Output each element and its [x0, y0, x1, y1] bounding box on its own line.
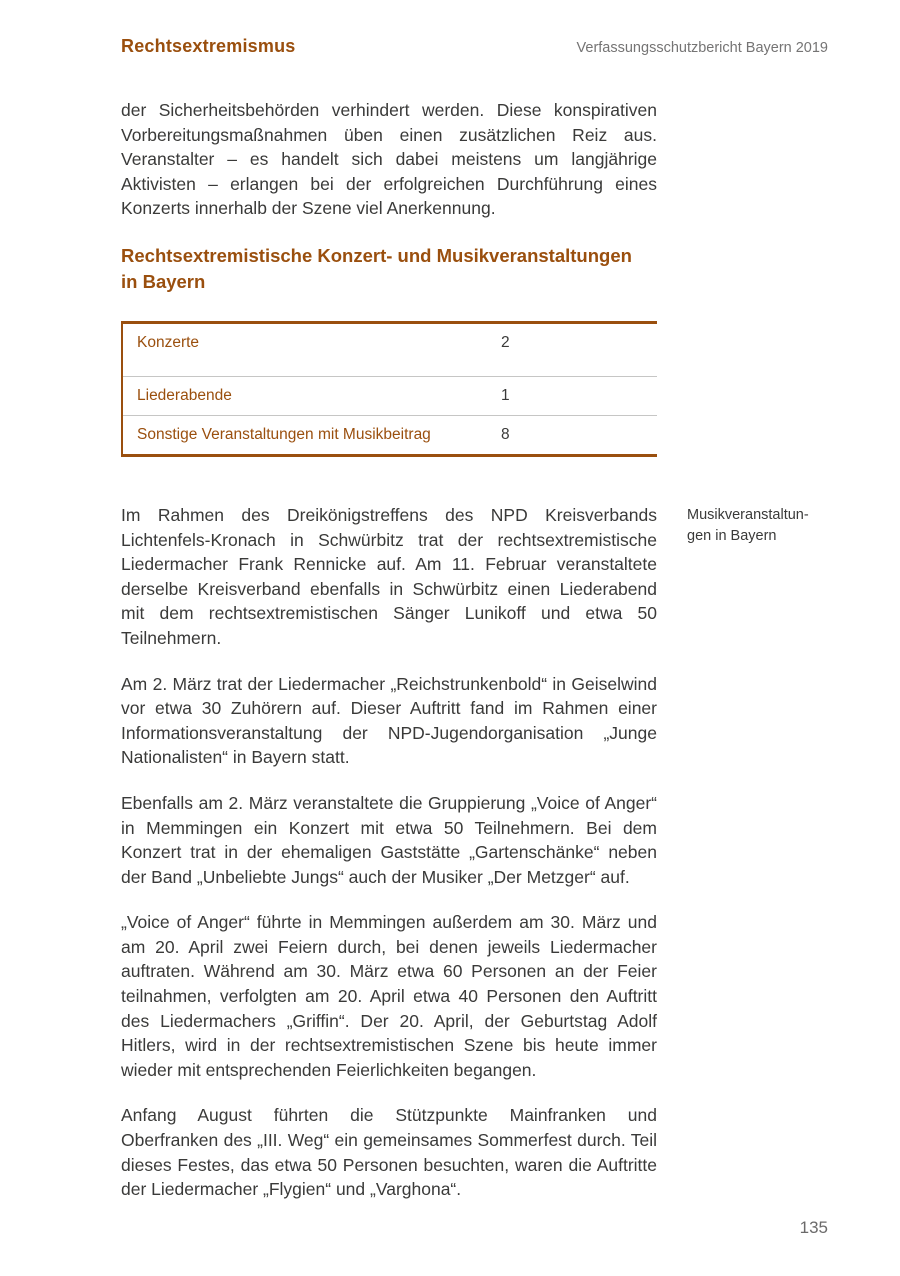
margin-note [687, 505, 872, 547]
margin-note-line1: Musikveranstaltun- [687, 506, 809, 523]
table-row [123, 376, 657, 415]
page-number: 135 [799, 1218, 828, 1237]
section-heading-line2: in Bayern [121, 270, 206, 292]
body-paragraph: Am 2. März trat der Liedermacher „Reichstrunkenbold“ in Geiselwind vor etwa 30 Zuhörern auf. Dieser Auftritt fand im Rahmen einer Informationsveranstaltung der NPD-Jugendorganisation „Junge Nationalisten“ in Bayern statt. [121, 673, 657, 768]
margin-note-line2: gen in Bayern [687, 527, 777, 544]
body-paragraph: Anfang August führten die Stützpunkte Mainfranken und Oberfranken des „III. Weg“ ein gemeinsames Sommerfest durch. Teil dieses Festes, das etwa 50 Personen besuchten, waren die Auftritte der Liedermacher „Flygien“ und „Varghona“. [121, 1105, 657, 1200]
row-value: 1 [501, 386, 510, 404]
intro-paragraph: der Sicherheitsbehörden verhindert werden. Diese konspirativen Vorbereitungsmaßnahmen üben einen zusätzlichen Reiz aus. Veranstalter – es handelt sich dabei meistens um langjährige Aktivisten – erlangen bei der erfolgreichen Durchführung eines Konzerts innerhalb der Szene viel Anerkennung. [121, 100, 657, 219]
table-row [123, 324, 657, 376]
body-paragraph: Im Rahmen des Dreikönigstreffens des NPD Kreisverbands Lichtenfels-Kronach in Schwürbitz trat der rechtsextremistische Liedermacher Frank Rennicke auf. Am 11. Februar veranstaltete derselbe Kreisverband ebenfalls in Schwürbitz einen Liederabend mit dem rechtsextremistischen Sänger Lunikoff und etwa 50 Teilnehmern. [121, 504, 657, 648]
row-label: Liederabende [137, 386, 232, 404]
row-label: Konzerte [137, 333, 200, 351]
chapter-title: Rechtsextremismus [121, 36, 296, 56]
running-header [121, 36, 828, 57]
section-heading [121, 243, 657, 295]
row-label: Sonstige Veranstaltungen mit Musikbeitrag [137, 425, 431, 443]
body-paragraph: „Voice of Anger“ führte in Memmingen außerdem am 30. März und am 20. April zwei Feiern durch, bei denen jeweils Liedermacher auftraten. Während am 30. März etwa 60 Personen an der Feier teilnahmen, verfolgten am 20. April etwa 40 Personen den Auftritt des Liedermachers „Griffin“. Der 20. April, der Geburtstag Adolf Hitlers, wird in der rechtsextremistischen Szene bis heute immer wieder mit entsprechenden Feierlichkeiten begangen. [121, 912, 657, 1080]
paragraph-with-margin-note [121, 503, 809, 651]
row-value: 8 [501, 425, 510, 443]
body-paragraph: Ebenfalls am 2. März veranstaltete die Gruppierung „Voice of Anger“ in Memmingen ein Konzert mit etwa 50 Teilnehmern. Bei dem Konzert trat in der ehemaligen Gaststätte „Gartenschänke“ neben der Band „Unbeliebte Jungs“ auch der Musiker „Der Metzger“ auf. [121, 792, 657, 887]
section-heading-line1: Rechtsextremistische Konzert- und Musikveranstaltungen [121, 244, 632, 266]
report-title: Verfassungsschutzbericht Bayern 2019 [576, 40, 828, 56]
main-text-column [121, 98, 809, 1223]
table-row [123, 415, 657, 454]
music-events-table [121, 321, 657, 457]
row-value: 2 [501, 333, 510, 351]
